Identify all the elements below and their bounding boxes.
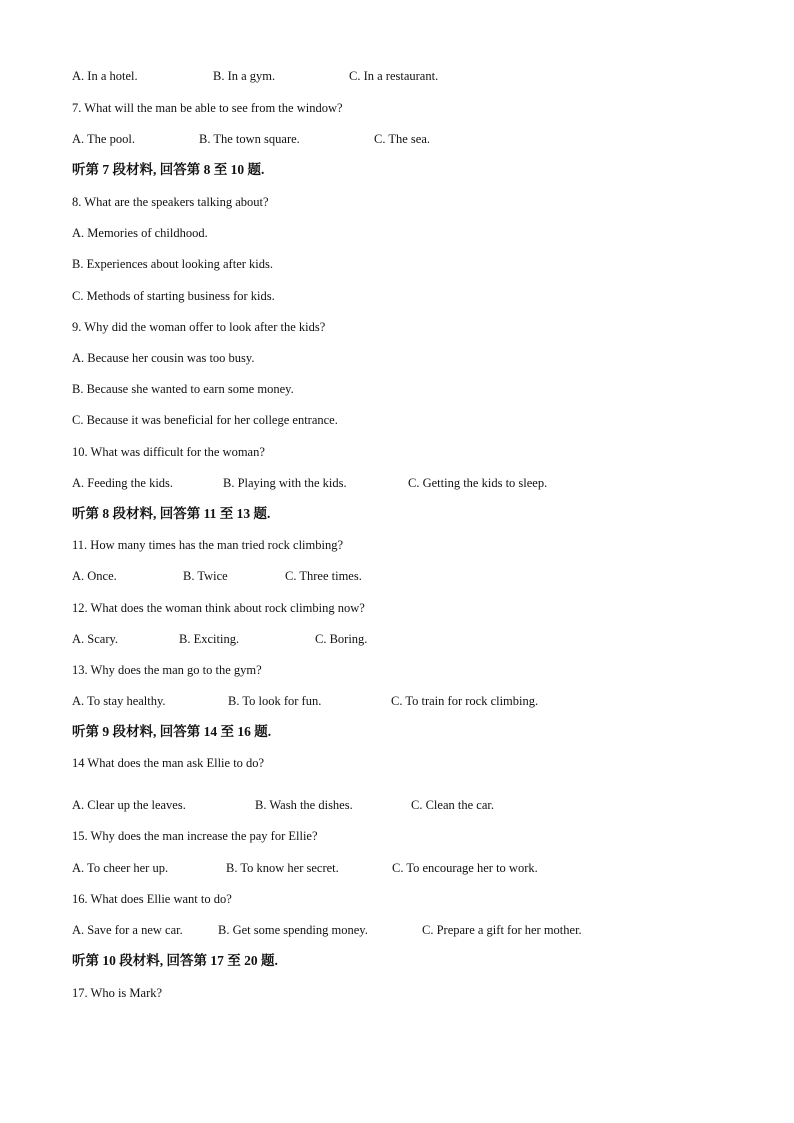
question-line: 14 What does the man ask Ellie to do? [72,756,265,770]
answer-options-row [0,922,794,938]
question-line: 17. Who is Mark? [72,986,163,1000]
answer-option: C. In a restaurant. [349,69,439,83]
answer-option: C. Getting the kids to sleep. [408,476,548,490]
answer-option: C. Three times. [285,569,362,583]
answer-option: C. To train for rock climbing. [391,694,539,708]
question-line: 16. What does Ellie want to do? [72,892,232,906]
question-line: 7. What will the man be able to see from the window? [72,101,343,115]
question-line: B. Experiences about looking after kids. [72,257,273,271]
question-line: 9. Why did the woman offer to look after the kids? [72,320,326,334]
answer-option: B. In a gym. [213,69,276,83]
answer-options-row [0,797,794,813]
answer-options-row [0,860,794,876]
answer-option: B. Exciting. [179,632,240,646]
question-line: 11. How many times has the man tried rock climbing? [72,538,344,552]
answer-option: B. To know her secret. [226,861,339,875]
answer-option: A. Clear up the leaves. [72,798,186,812]
section-heading: 听第 7 段材料, 回答第 8 至 10 题. [72,162,265,177]
answer-option: B. Twice [183,569,228,583]
answer-option: B. Get some spending money. [218,923,368,937]
answer-option: A. Scary. [72,632,119,646]
answer-option: B. Playing with the kids. [223,476,347,490]
answer-options-row [0,693,794,709]
answer-option: A. Save for a new car. [72,923,183,937]
question-line: A. Memories of childhood. [72,226,208,240]
question-line: 12. What does the woman think about rock climbing now? [72,601,365,615]
answer-option: A. The pool. [72,132,135,146]
answer-option: C. Boring. [315,632,368,646]
answer-option: C. Prepare a gift for her mother. [422,923,582,937]
answer-option: C. To encourage her to work. [392,861,538,875]
answer-option: A. Once. [72,569,117,583]
section-heading: 听第 8 段材料, 回答第 11 至 13 题. [72,506,271,521]
question-line: A. Because her cousin was too busy. [72,351,255,365]
answer-option: C. Clean the car. [411,798,494,812]
section-heading: 听第 10 段材料, 回答第 17 至 20 题. [72,953,278,968]
question-line: 15. Why does the man increase the pay for Ellie? [72,829,318,843]
answer-option: A. To cheer her up. [72,861,169,875]
answer-option: C. The sea. [374,132,431,146]
answer-option: B. Wash the dishes. [255,798,353,812]
section-heading: 听第 9 段材料, 回答第 14 至 16 题. [72,724,272,739]
answer-option: A. In a hotel. [72,69,138,83]
answer-option: A. Feeding the kids. [72,476,174,490]
answer-option: A. To stay healthy. [72,694,166,708]
question-line: C. Methods of starting business for kids. [72,289,275,303]
question-line: 10. What was difficult for the woman? [72,445,265,459]
question-line: C. Because it was beneficial for her college entrance. [72,413,338,427]
answer-options-row [0,475,794,491]
answer-option: B. To look for fun. [228,694,322,708]
answer-options-row [0,131,794,147]
answer-options-row [0,568,794,584]
question-line: 8. What are the speakers talking about? [72,195,269,209]
answer-options-row [0,68,794,84]
answer-option: B. The town square. [199,132,300,146]
question-line: 13. Why does the man go to the gym? [72,663,262,677]
question-line: B. Because she wanted to earn some money. [72,382,294,396]
answer-options-row [0,631,794,647]
